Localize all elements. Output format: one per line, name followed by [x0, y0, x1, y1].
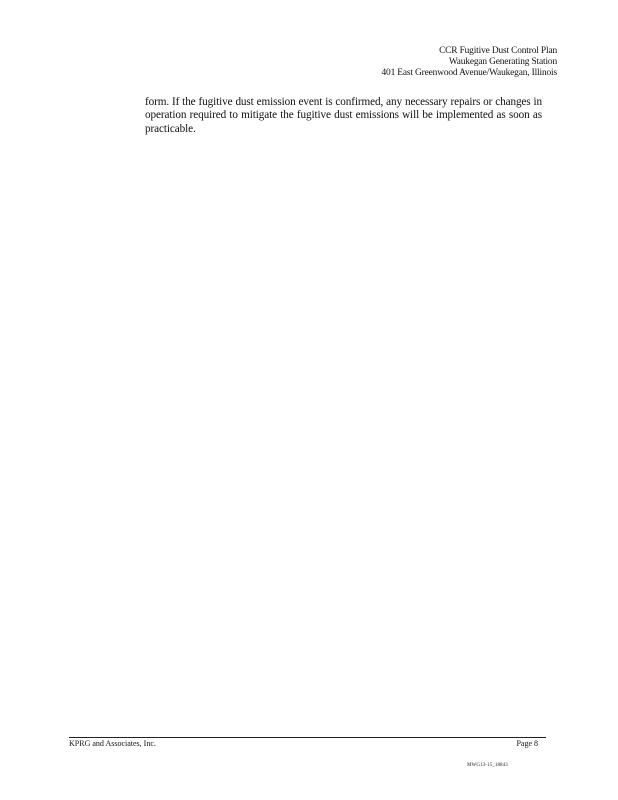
- header-station-name: Waukegan Generating Station: [448, 57, 557, 67]
- footer-page-number: Page 8: [516, 739, 538, 748]
- footer-company: KPRG and Associates, Inc.: [69, 739, 156, 748]
- body-paragraph: form. If the fugitive dust emission event is confirmed, any necessary repairs or changes in operation required to mitigate the fugitive dust emissions will be implemented as soon as practicable.: [145, 96, 542, 135]
- header-address: 401 East Greenwood Avenue/Waukegan, Illinois: [381, 68, 557, 78]
- footer-divider: [69, 737, 546, 738]
- page-header: [382, 46, 558, 79]
- header-plan-title: CCR Fugitive Dust Control Plan: [439, 46, 557, 56]
- document-id-stamp: MWG13-15_18843: [467, 763, 508, 768]
